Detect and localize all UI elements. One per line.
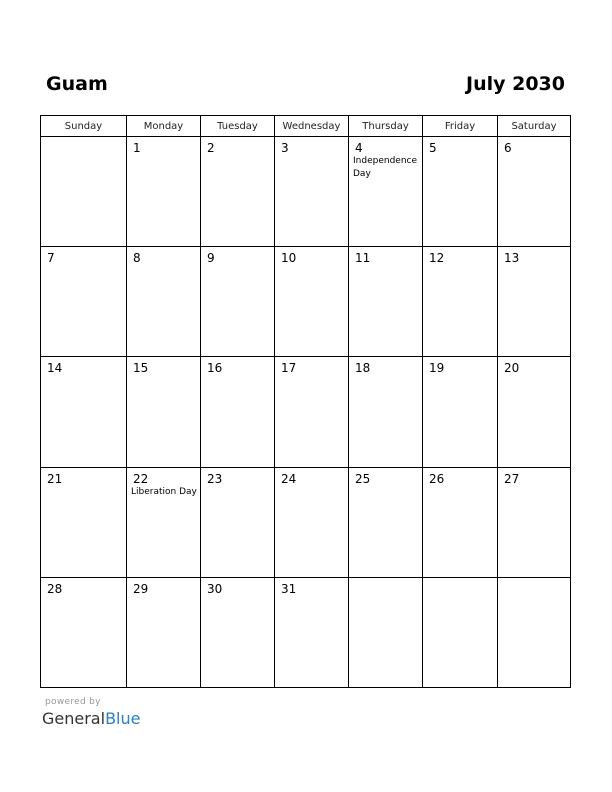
country-title: Guam: [46, 73, 108, 95]
day-number: 26: [429, 472, 445, 486]
day-cell: [423, 247, 498, 357]
day-number: 31: [281, 582, 297, 596]
day-number: 8: [133, 251, 141, 265]
day-number: 17: [281, 361, 297, 375]
day-cell: [201, 468, 275, 578]
day-cell: [349, 247, 423, 357]
day-cell: [41, 357, 127, 468]
day-cell: [275, 137, 349, 247]
day-number: 16: [207, 361, 223, 375]
weekday-header-2: Tuesday: [201, 116, 275, 137]
day-number: 1: [133, 141, 141, 155]
brand-blue: Blue: [105, 709, 141, 728]
weekday-header-6: Saturday: [498, 116, 570, 137]
day-number: 10: [281, 251, 297, 265]
day-cell: [127, 357, 201, 468]
day-cell: [127, 247, 201, 357]
day-number: 12: [429, 251, 445, 265]
day-cell: [498, 137, 570, 247]
day-cell: [41, 137, 127, 247]
day-number: 3: [281, 141, 289, 155]
day-cell: [423, 578, 498, 687]
weekday-header-0: Sunday: [41, 116, 127, 137]
day-number: 30: [207, 582, 223, 596]
day-number: 2: [207, 141, 215, 155]
generalblue-logo: [42, 709, 140, 729]
day-cell: [275, 357, 349, 468]
day-cell: [423, 137, 498, 247]
day-number: 5: [429, 141, 437, 155]
day-number: 28: [47, 582, 63, 596]
day-number: 21: [47, 472, 63, 486]
day-number: 20: [504, 361, 520, 375]
day-cell: [127, 137, 201, 247]
day-cell: [275, 247, 349, 357]
day-cell: [423, 468, 498, 578]
day-cell: [201, 578, 275, 687]
day-cell: [349, 137, 423, 247]
day-cell: [275, 578, 349, 687]
day-number: 23: [207, 472, 223, 486]
brand-general: General: [42, 709, 106, 728]
holiday-label: Liberation Day: [131, 487, 197, 497]
day-number: 18: [355, 361, 371, 375]
day-number: 7: [47, 251, 55, 265]
month-year-title: July 2030: [466, 73, 565, 95]
day-number: 11: [355, 251, 371, 265]
day-number: 27: [504, 472, 520, 486]
holiday-label: Independence Day: [353, 156, 418, 179]
day-number: 19: [429, 361, 445, 375]
day-cell: [349, 468, 423, 578]
day-cell: [41, 578, 127, 687]
weekday-header-1: Monday: [127, 116, 201, 137]
day-cell: [41, 468, 127, 578]
day-number: 24: [281, 472, 297, 486]
day-cell: [423, 357, 498, 468]
day-cell: [498, 468, 570, 578]
day-number: 4: [355, 141, 363, 155]
day-number: 14: [47, 361, 63, 375]
day-number: 13: [504, 251, 520, 265]
weekday-header-5: Friday: [423, 116, 498, 137]
footer-brand: [42, 697, 140, 729]
day-cell: [201, 137, 275, 247]
day-cell: [127, 578, 201, 687]
day-cell: [349, 357, 423, 468]
day-number: 9: [207, 251, 215, 265]
day-cell: [201, 247, 275, 357]
day-cell: [127, 468, 201, 578]
day-cell: [41, 247, 127, 357]
day-cell: [498, 578, 570, 687]
powered-by-text: powered by: [45, 697, 101, 707]
weekday-header-3: Wednesday: [275, 116, 349, 137]
day-number: 25: [355, 472, 371, 486]
weekday-header-4: Thursday: [349, 116, 423, 137]
day-cell: [498, 357, 570, 468]
day-cell: [349, 578, 423, 687]
day-number: 15: [133, 361, 149, 375]
day-cell: [275, 468, 349, 578]
day-number: 22: [133, 472, 149, 486]
day-cell: [498, 247, 570, 357]
day-cell: [201, 357, 275, 468]
day-number: 6: [504, 141, 512, 155]
day-number: 29: [133, 582, 149, 596]
calendar-grid: [40, 115, 571, 688]
